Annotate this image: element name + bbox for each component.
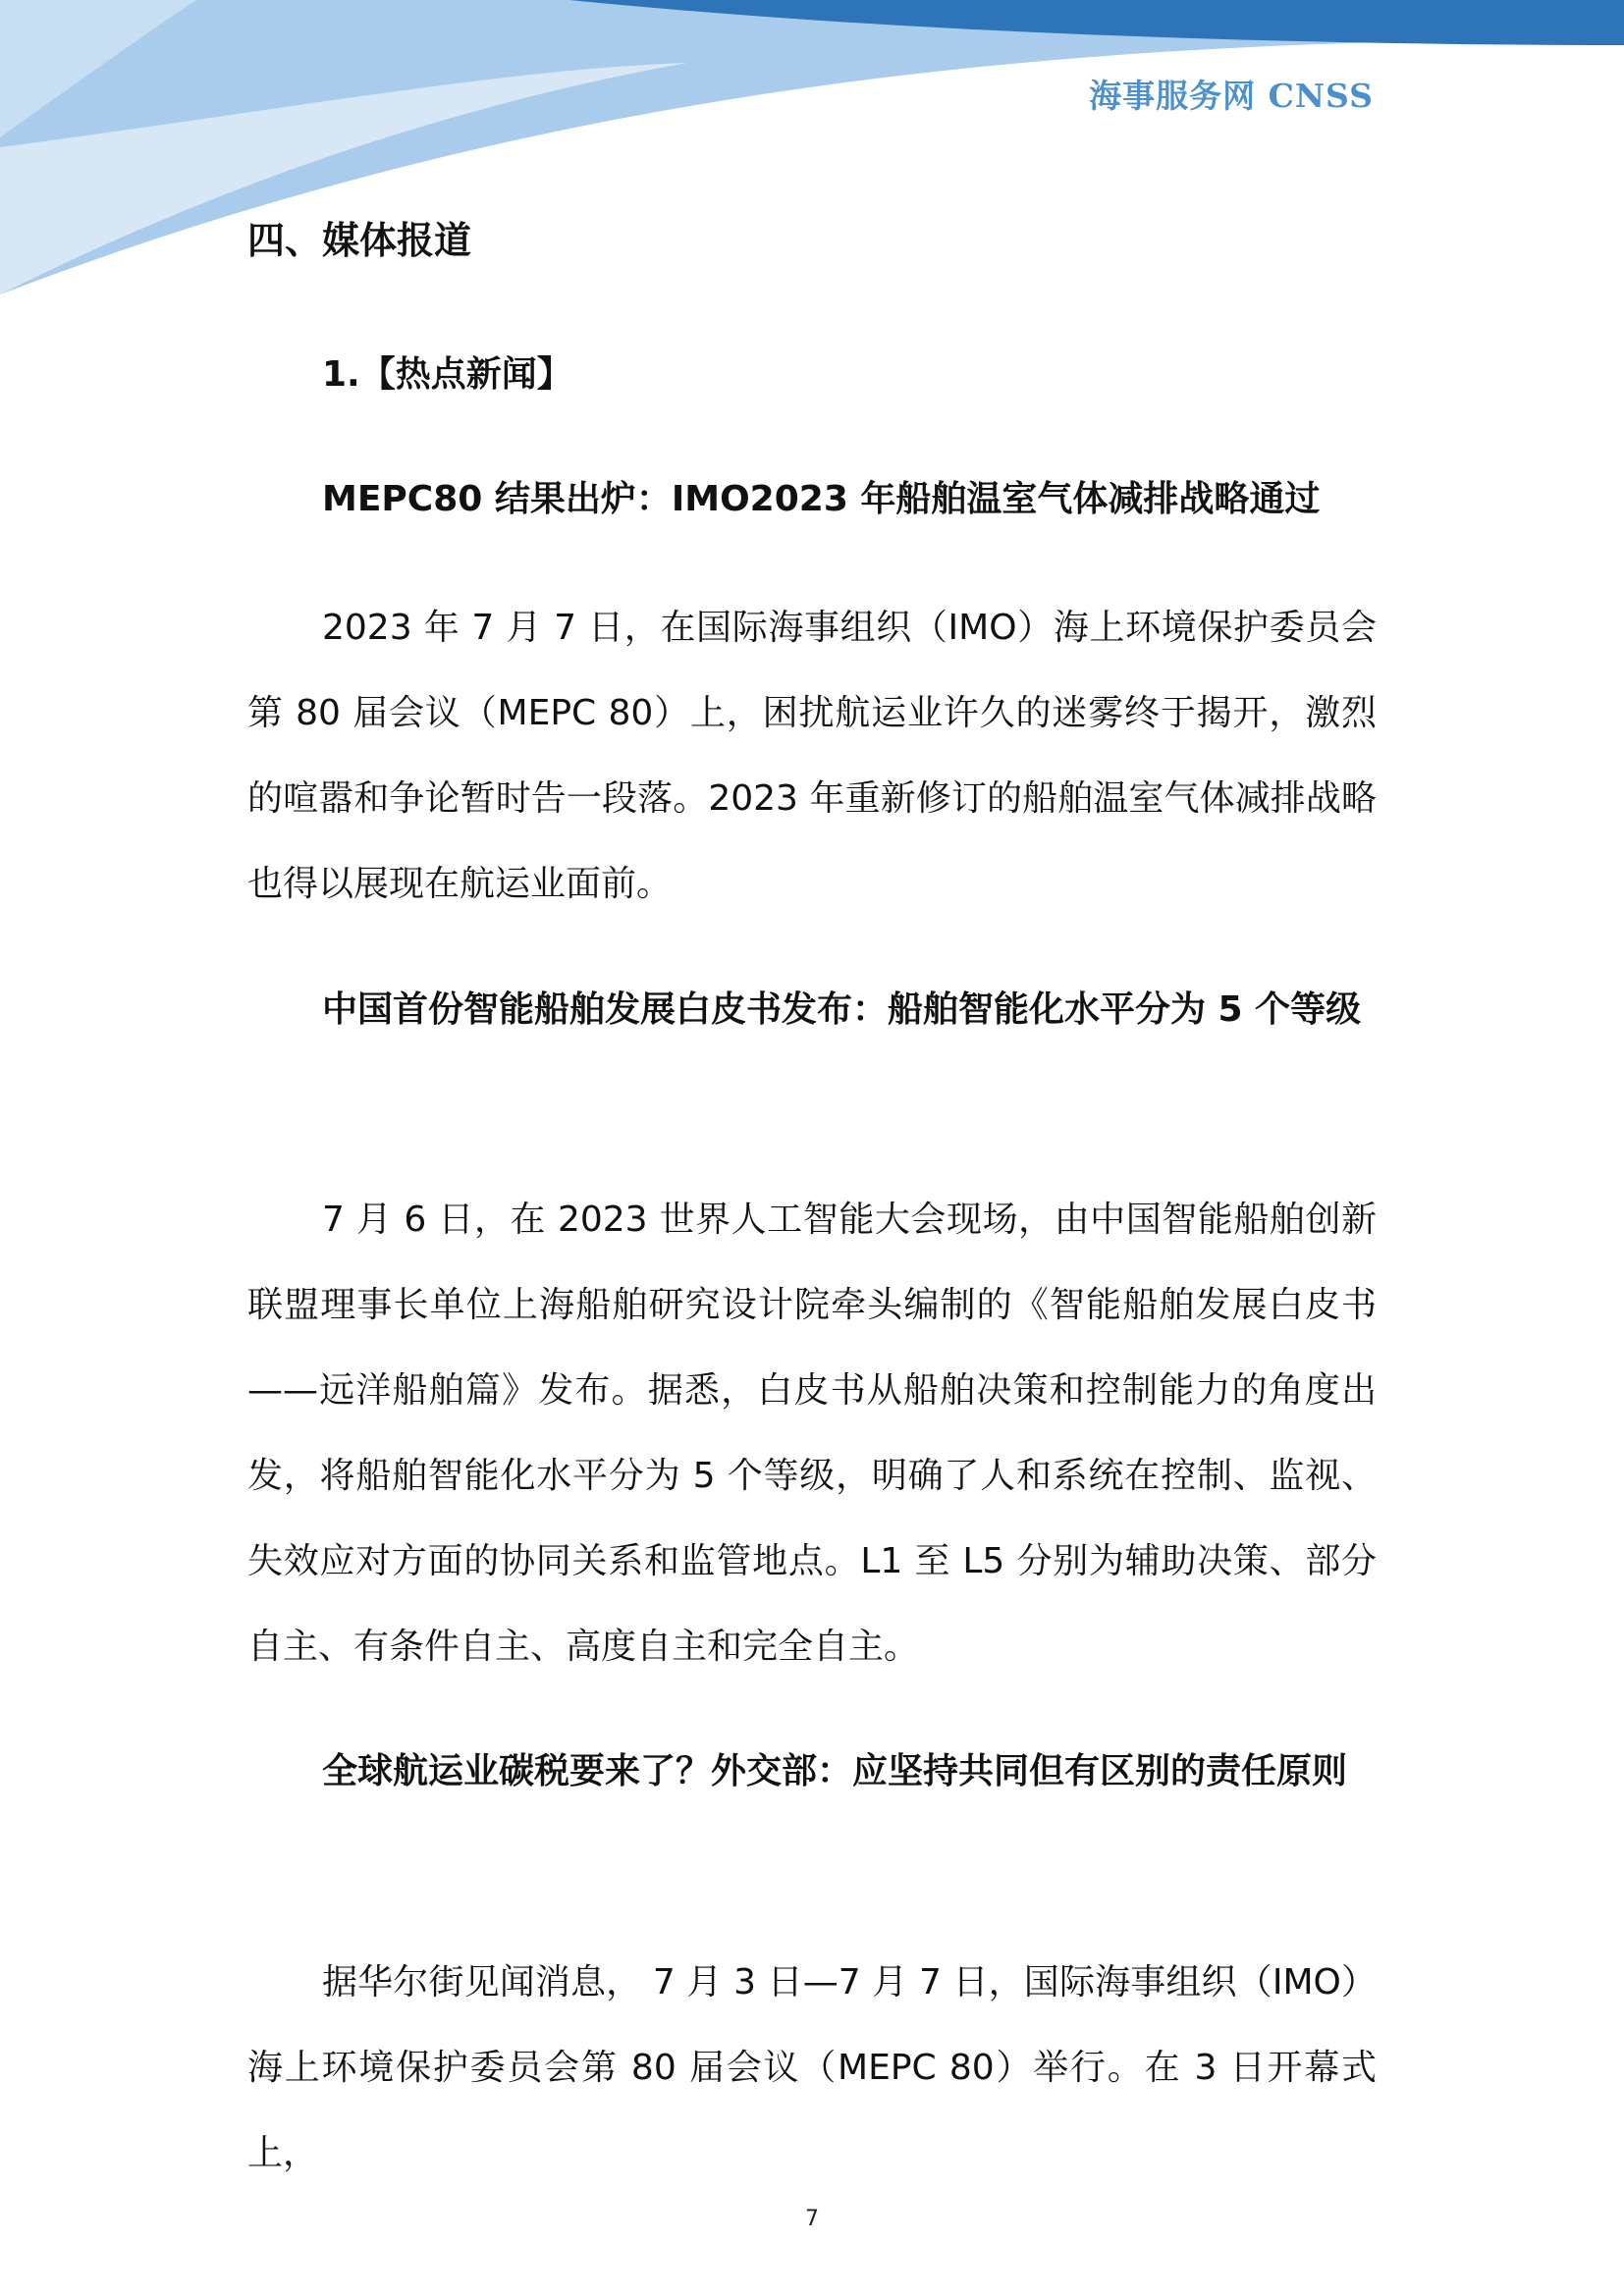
article-2-body: 7 月 6 日，在 2023 世界人工智能大会现场，由中国智能船舶创新联盟理事长单位上海船舶研究设计院牵头编制的《智能船舶发展白皮书——远洋船舶篇》发布。据悉，白皮书从船舶决策和控制能力的角度出发，将船舶智能化水平分为 5 个等级，明确了人和系统在控制、监视、失效应对方面的协同关系和监管地点。L1 至 L5 分别为辅助决策、部分自主、有条件自主、高度自主和完全自主。 <box>247 1200 1377 1667</box>
section-title: 四、媒体报道 <box>247 219 472 262</box>
article-1-title: MEPC80 结果出炉：IMO2023 年船舶温室气体减排战略通过 <box>322 479 1321 519</box>
article-2-title: 中国首份智能船舶发展白皮书发布：船舶智能化水平分为 5 个等级 <box>322 989 1362 1030</box>
header-brand: 海事服务网 CNSS <box>1089 77 1374 115</box>
article-3-body: 据华尔街见闻消息， 7 月 3 日—7 月 7 日，国际海事组织（IMO）海上环境保护委员会第 80 届会议（MEPC 80）举行。在 3 日开幕式上， <box>247 1962 1377 2173</box>
page-number: 7 <box>805 2207 819 2231</box>
subsection-title: 1.【热点新闻】 <box>322 354 572 395</box>
header-banner-graphic <box>0 0 1624 314</box>
article-3-title: 全球航运业碳税要来了？外交部：应坚持共同但有区别的责任原则 <box>322 1751 1348 1791</box>
article-1-body: 2023 年 7 月 7 日，在国际海事组织（IMO）海上环境保护委员会第 80 届会议（MEPC 80）上，困扰航运业许久的迷雾终于揭开，激烈的喧嚣和争论暂时告一段落。2023 年重新修订的船舶温室气体减排战略也得以展现在航运业面前。 <box>247 608 1377 904</box>
